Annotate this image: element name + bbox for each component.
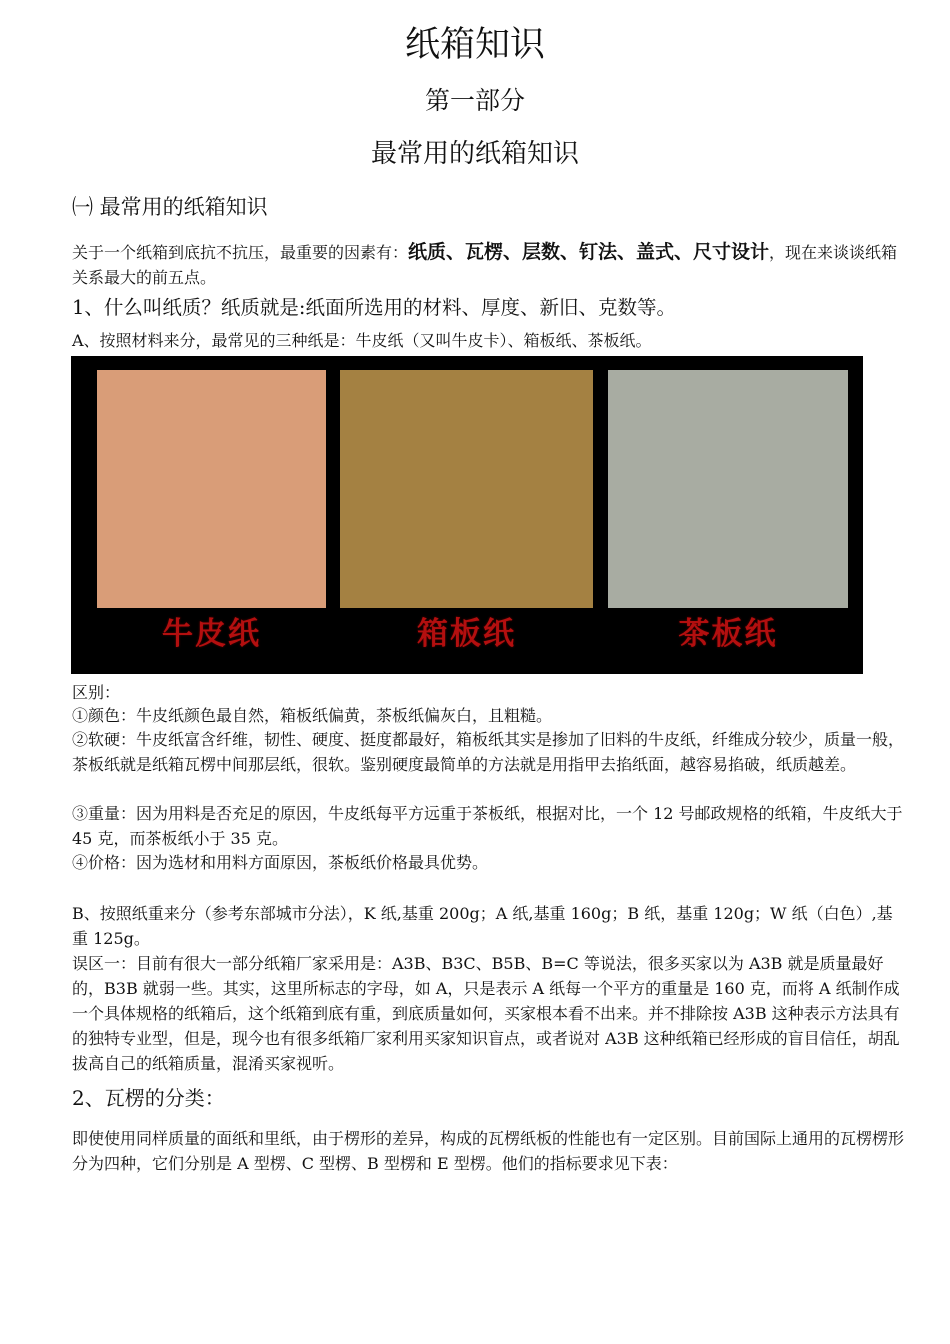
boxboard-paper-label: 箱板纸 xyxy=(417,616,516,652)
intro-prefix: 关于一个纸箱到底抗不抗压，最重要的因素有： xyxy=(72,243,409,262)
flute-paragraph: 即使使用同样质量的面纸和里纸，由于楞形的差异，构成的瓦楞纸板的性能也有一定区别。目前国际上通用的瓦楞楞形分为四种，它们分别是 A 型楞、C 型楞、B 型楞和 E 型楞。他们的指标要求见下表： xyxy=(72,1129,905,1173)
question-paper-quality: 1、什么叫纸质？纸质就是:纸面所选用的材料、厚度、新旧、克数等。 xyxy=(72,296,676,319)
key-factors: 纸质、瓦楞、层数、钉法、盖式、尺寸设计 xyxy=(408,241,770,263)
difference-color: ①颜色：牛皮纸颜色最自然，箱板纸偏黄，茶板纸偏灰白，且粗糙。 xyxy=(72,706,553,725)
tea-board-paper-label: 茶板纸 xyxy=(678,616,778,652)
subtitle-heading: 最常用的纸箱知识 xyxy=(370,139,579,169)
misconception-one: 误区一：目前有很大一部分纸箱厂家采用是：A3B、B3C、B5B、B=C 等说法，很多买家以为 A3B 就是质量最好的，B3B 就弱一些。其实，这里所标志的字母，如 A，只是表示 A 纸每一个平方的重量是 160 克，而将 A 纸制作成一个具体规格的纸箱后，这个纸箱到底有重，到底质量如何，买家根本看不出来。并不排除按 A3B 这种表示方法具有的独特专业型，但是，现今也有很多纸箱厂家利用买家知识盲点，或者说对 A3B 这种纸箱已经形成的盲目信任，胡乱拔高自己的纸箱质量，混淆买家视听。 xyxy=(72,954,900,1073)
kraft-paper-label: 牛皮纸 xyxy=(162,616,261,652)
differences-heading: 区别： xyxy=(72,683,121,702)
flute-classification-heading: 2、瓦楞的分类： xyxy=(72,1086,225,1110)
point-b-weight: B、按照纸重来分（参考东部城市分法），K 纸,基重 200g；A 纸,基重 160g；B 纸，基重 120g；W 纸（白色）,基重 125g。 xyxy=(72,904,893,948)
intro-paragraph xyxy=(72,240,908,290)
kraft-paper-swatch xyxy=(97,370,326,608)
difference-weight: ③重量：因为用料是否充足的原因，牛皮纸每平方远重于茶板纸，根据对比，一个 12 号邮政规格的纸箱，牛皮纸大于 45 克，而茶板纸小于 35 克。 xyxy=(72,804,903,848)
intro-suffix: ，现在来谈谈纸箱关系最大的前五点。 xyxy=(72,243,898,287)
difference-hardness: ②软硬：牛皮纸富含纤维，韧性、硬度、挺度都最好，箱板纸其实是掺加了旧料的牛皮纸，纤维成分较少，质量一般，茶板纸就是纸箱瓦楞中间那层纸，很软。鉴别硬度最简单的方法就是用指甲去掐纸面，越容易掐破，纸质越差。 xyxy=(72,730,905,774)
section-heading: ㈠ 最常用的纸箱知识 xyxy=(72,195,268,219)
boxboard-paper-swatch xyxy=(340,370,593,608)
document-title: 纸箱知识 xyxy=(404,25,545,65)
difference-price: ④价格：因为选材和用料方面原因，茶板纸价格最具优势。 xyxy=(72,853,489,872)
paper-samples-image xyxy=(71,356,863,674)
tea-board-paper-swatch xyxy=(608,370,848,608)
point-a-materials: A、按照材料来分，最常见的三种纸是：牛皮纸（又叫牛皮卡）、箱板纸、茶板纸。 xyxy=(72,331,652,350)
part-heading: 第一部分 xyxy=(424,86,525,115)
